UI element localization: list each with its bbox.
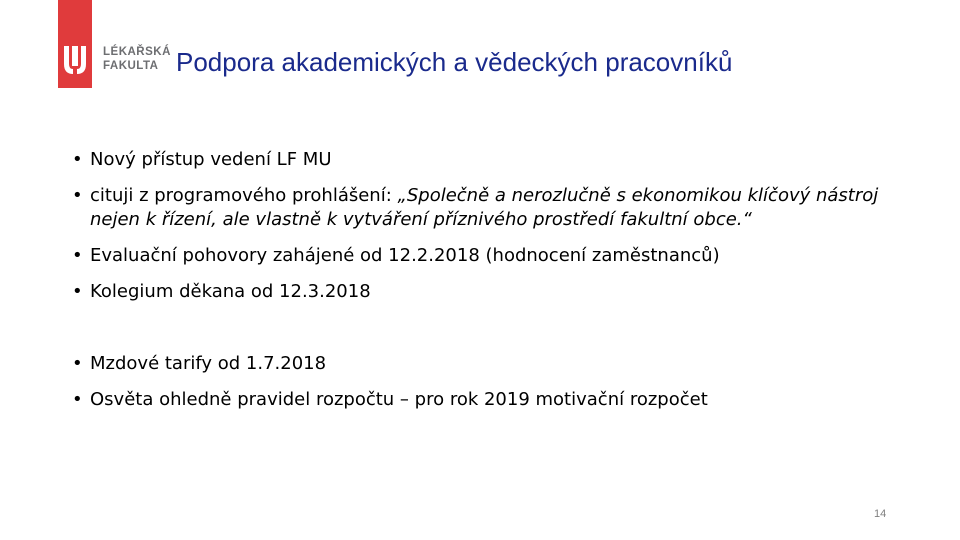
bullet-item: • Mzdové tarify od 1.7.2018 (72, 352, 912, 376)
bullet-item: • Kolegium děkana od 12.3.2018 (72, 280, 912, 304)
mu-logo-icon (62, 44, 88, 74)
faculty-logo-mark (58, 0, 92, 88)
bullet-list (72, 148, 912, 424)
logo-line-1: LÉKAŘSKÁ (103, 46, 171, 58)
bullet-item-quote (72, 184, 912, 232)
bullet-text: cituji z programového prohlášení: (90, 185, 398, 206)
bullet-item: • Osvěta ohledně pravidel rozpočtu – pro rok 2019 motivační rozpočet (72, 388, 912, 412)
logo-line-2: FAKULTA (103, 60, 159, 72)
bullet-item: • Nový přístup vedení LF MU (72, 148, 912, 172)
bullet-item: • Evaluační pohovory zahájené od 12.2.2018 (hodnocení zaměstnanců) (72, 244, 912, 268)
slide-title: Podpora akademických a vědeckých pracovníků (176, 47, 733, 77)
quote-text: „Společně a nerozlučně s ekonomikou klíčový nástroj nejen k řízení, ale vlastně k vytváření příznivého prostředí fakultní obce.“ (90, 185, 879, 230)
faculty-logo-text (103, 45, 171, 73)
page-number: 14 (874, 508, 887, 520)
